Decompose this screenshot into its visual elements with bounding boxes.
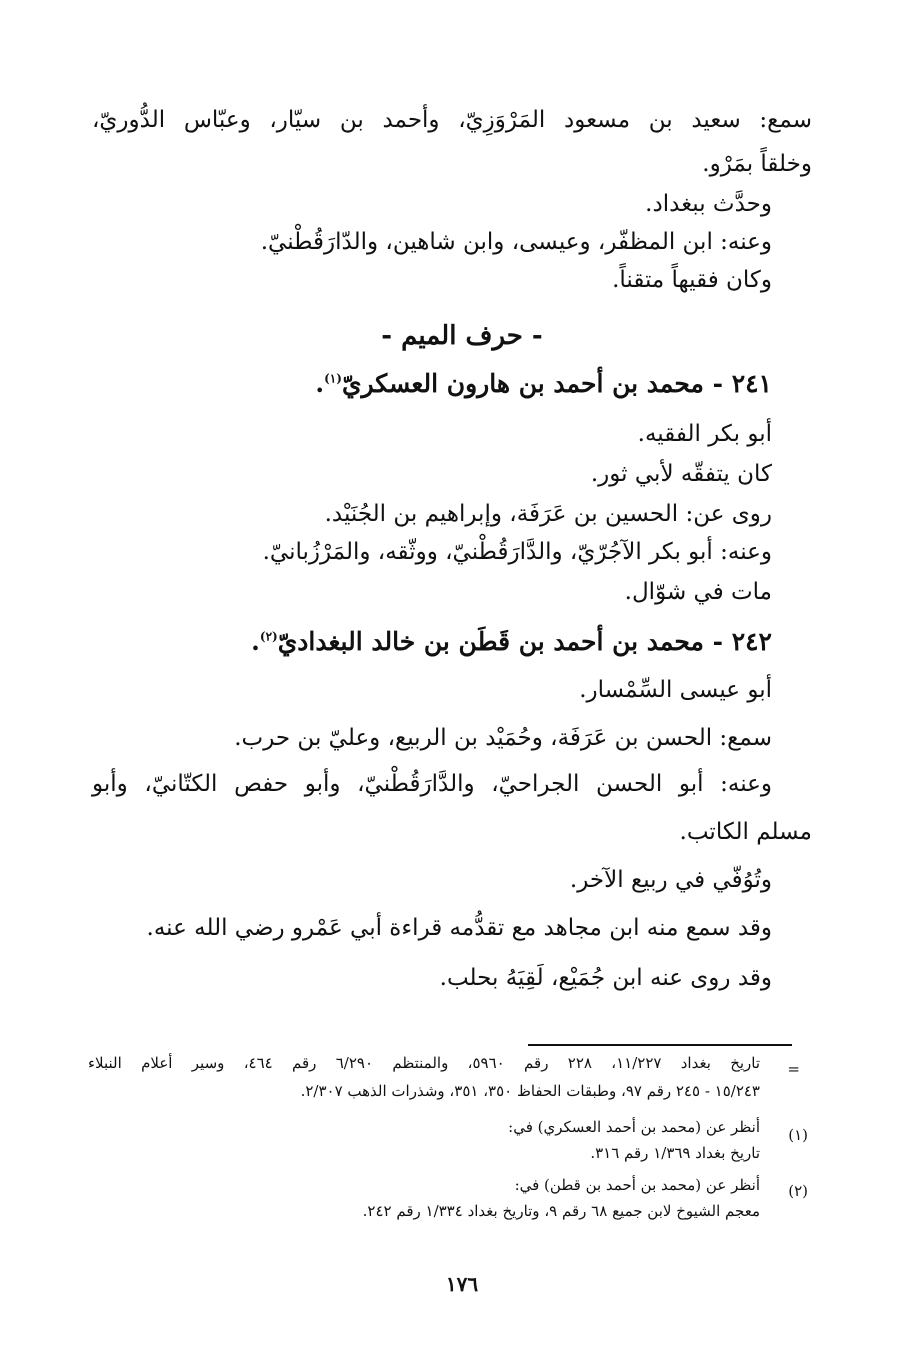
intro-line-2: وخلقاً بمَرْو.	[702, 151, 812, 177]
footnote-separator	[528, 1044, 792, 1046]
entry-241-line-1: أبو بكر الفقيه.	[637, 421, 772, 447]
entry-242-line-4: مسلم الكاتب.	[679, 819, 812, 845]
intro-line-3: وحدَّث ببغداد.	[645, 191, 772, 217]
intro-line-4: وعنه: ابن المظفّر، وعيسى، وابن شاهين، والدّارَقُطْنيّ.	[260, 229, 772, 255]
entry-242-line-6: وقد سمع منه ابن مجاهد مع تقدُّمه قراءة أبي عَمْرو رضي الله عنه.	[146, 915, 772, 941]
entry-242-line-3: وعنه: أبو الحسن الجراحيّ، والدَّارَقُطْنيّ، وأبو حفص الكتّانيّ، وأبو	[92, 771, 772, 797]
entry-241-line-5: مات في شوّال.	[624, 579, 772, 605]
footnote-1-line-2: تاريخ بغداد ١/٣٦٩ رقم ٣١٦.	[590, 1144, 760, 1162]
entry-241-note-ref: (١)	[324, 371, 342, 386]
entry-242-heading	[251, 626, 772, 657]
entry-242-heading-end: .	[251, 627, 260, 656]
entry-241-line-3: روى عن: الحسين بن عَرَفَة، وإبراهيم بن الجُنَيْد.	[324, 501, 772, 527]
page-number: ١٧٦	[445, 1272, 479, 1296]
footnote-2-marker: (٢)	[788, 1182, 808, 1200]
intro-line-5: وكان فقيهاً متقناً.	[612, 267, 772, 293]
entry-242-line-1: أبو عيسى السِّمْسار.	[579, 677, 772, 703]
entry-241-heading	[315, 368, 772, 399]
footnote-1-marker: (١)	[788, 1126, 808, 1144]
entry-242-title: ٢٤٢ - محمد بن أحمد بن قَطَن بن خالد البغداديّ	[277, 627, 772, 656]
entry-241-title: ٢٤١ - محمد بن أحمد بن هارون العسكريّ	[341, 369, 772, 398]
entry-242-line-2: سمع: الحسن بن عَرَفَة، وحُمَيْد بن الربيع، وعليّ بن حرب.	[234, 725, 772, 751]
footnote-2-line-2: معجم الشيوخ لابن جميع ٦٨ رقم ٩، وتاريخ بغداد ١/٣٣٤ رقم ٢٤٢.	[362, 1202, 760, 1220]
entry-242-line-7: وقد روى عنه ابن جُمَيْع، لَقِيَهُ بحلب.	[439, 965, 772, 991]
footnote-2-line-1: أنظر عن (محمد بن أحمد بن قطن) في:	[514, 1176, 760, 1194]
footnote-1-line-1: أنظر عن (محمد بن أحمد العسكري) في:	[508, 1118, 760, 1136]
footnote-continuation-line-1: تاريخ بغداد ١١/٢٢٧، ٢٢٨ رقم ٥٩٦٠، والمنتظم ٦/٢٩٠ رقم ٤٦٤، وسير أعلام النبلاء	[88, 1054, 761, 1072]
footnote-continuation-marker: =	[787, 1060, 800, 1078]
entry-242-note-ref: (٢)	[259, 629, 278, 644]
entry-241-line-2: كان يتفقّه لأبي ثور.	[590, 461, 772, 487]
intro-line-1: سمع: سعيد بن مسعود المَرْوَزِيّ، وأحمد بن سيّار، وعبّاس الدُّوريّ،	[92, 107, 812, 133]
entry-241-heading-end: .	[315, 369, 325, 398]
section-title: - حرف الميم -	[381, 321, 543, 351]
footnote-continuation-line-2: ١٥/٢٤٣ - ٢٤٥ رقم ٩٧، وطبقات الحفاظ ٣٥٠، ٣٥١، وشذرات الذهب ٢/٣٠٧.	[300, 1082, 760, 1100]
entry-241-line-4: وعنه: أبو بكر الآجُرّيّ، والدَّارَقُطْنيّ، ووثّقه، والمَرْزُبانيّ.	[262, 539, 772, 565]
entry-242-line-5: وتُوُفّي في ربيع الآخر.	[569, 867, 772, 893]
